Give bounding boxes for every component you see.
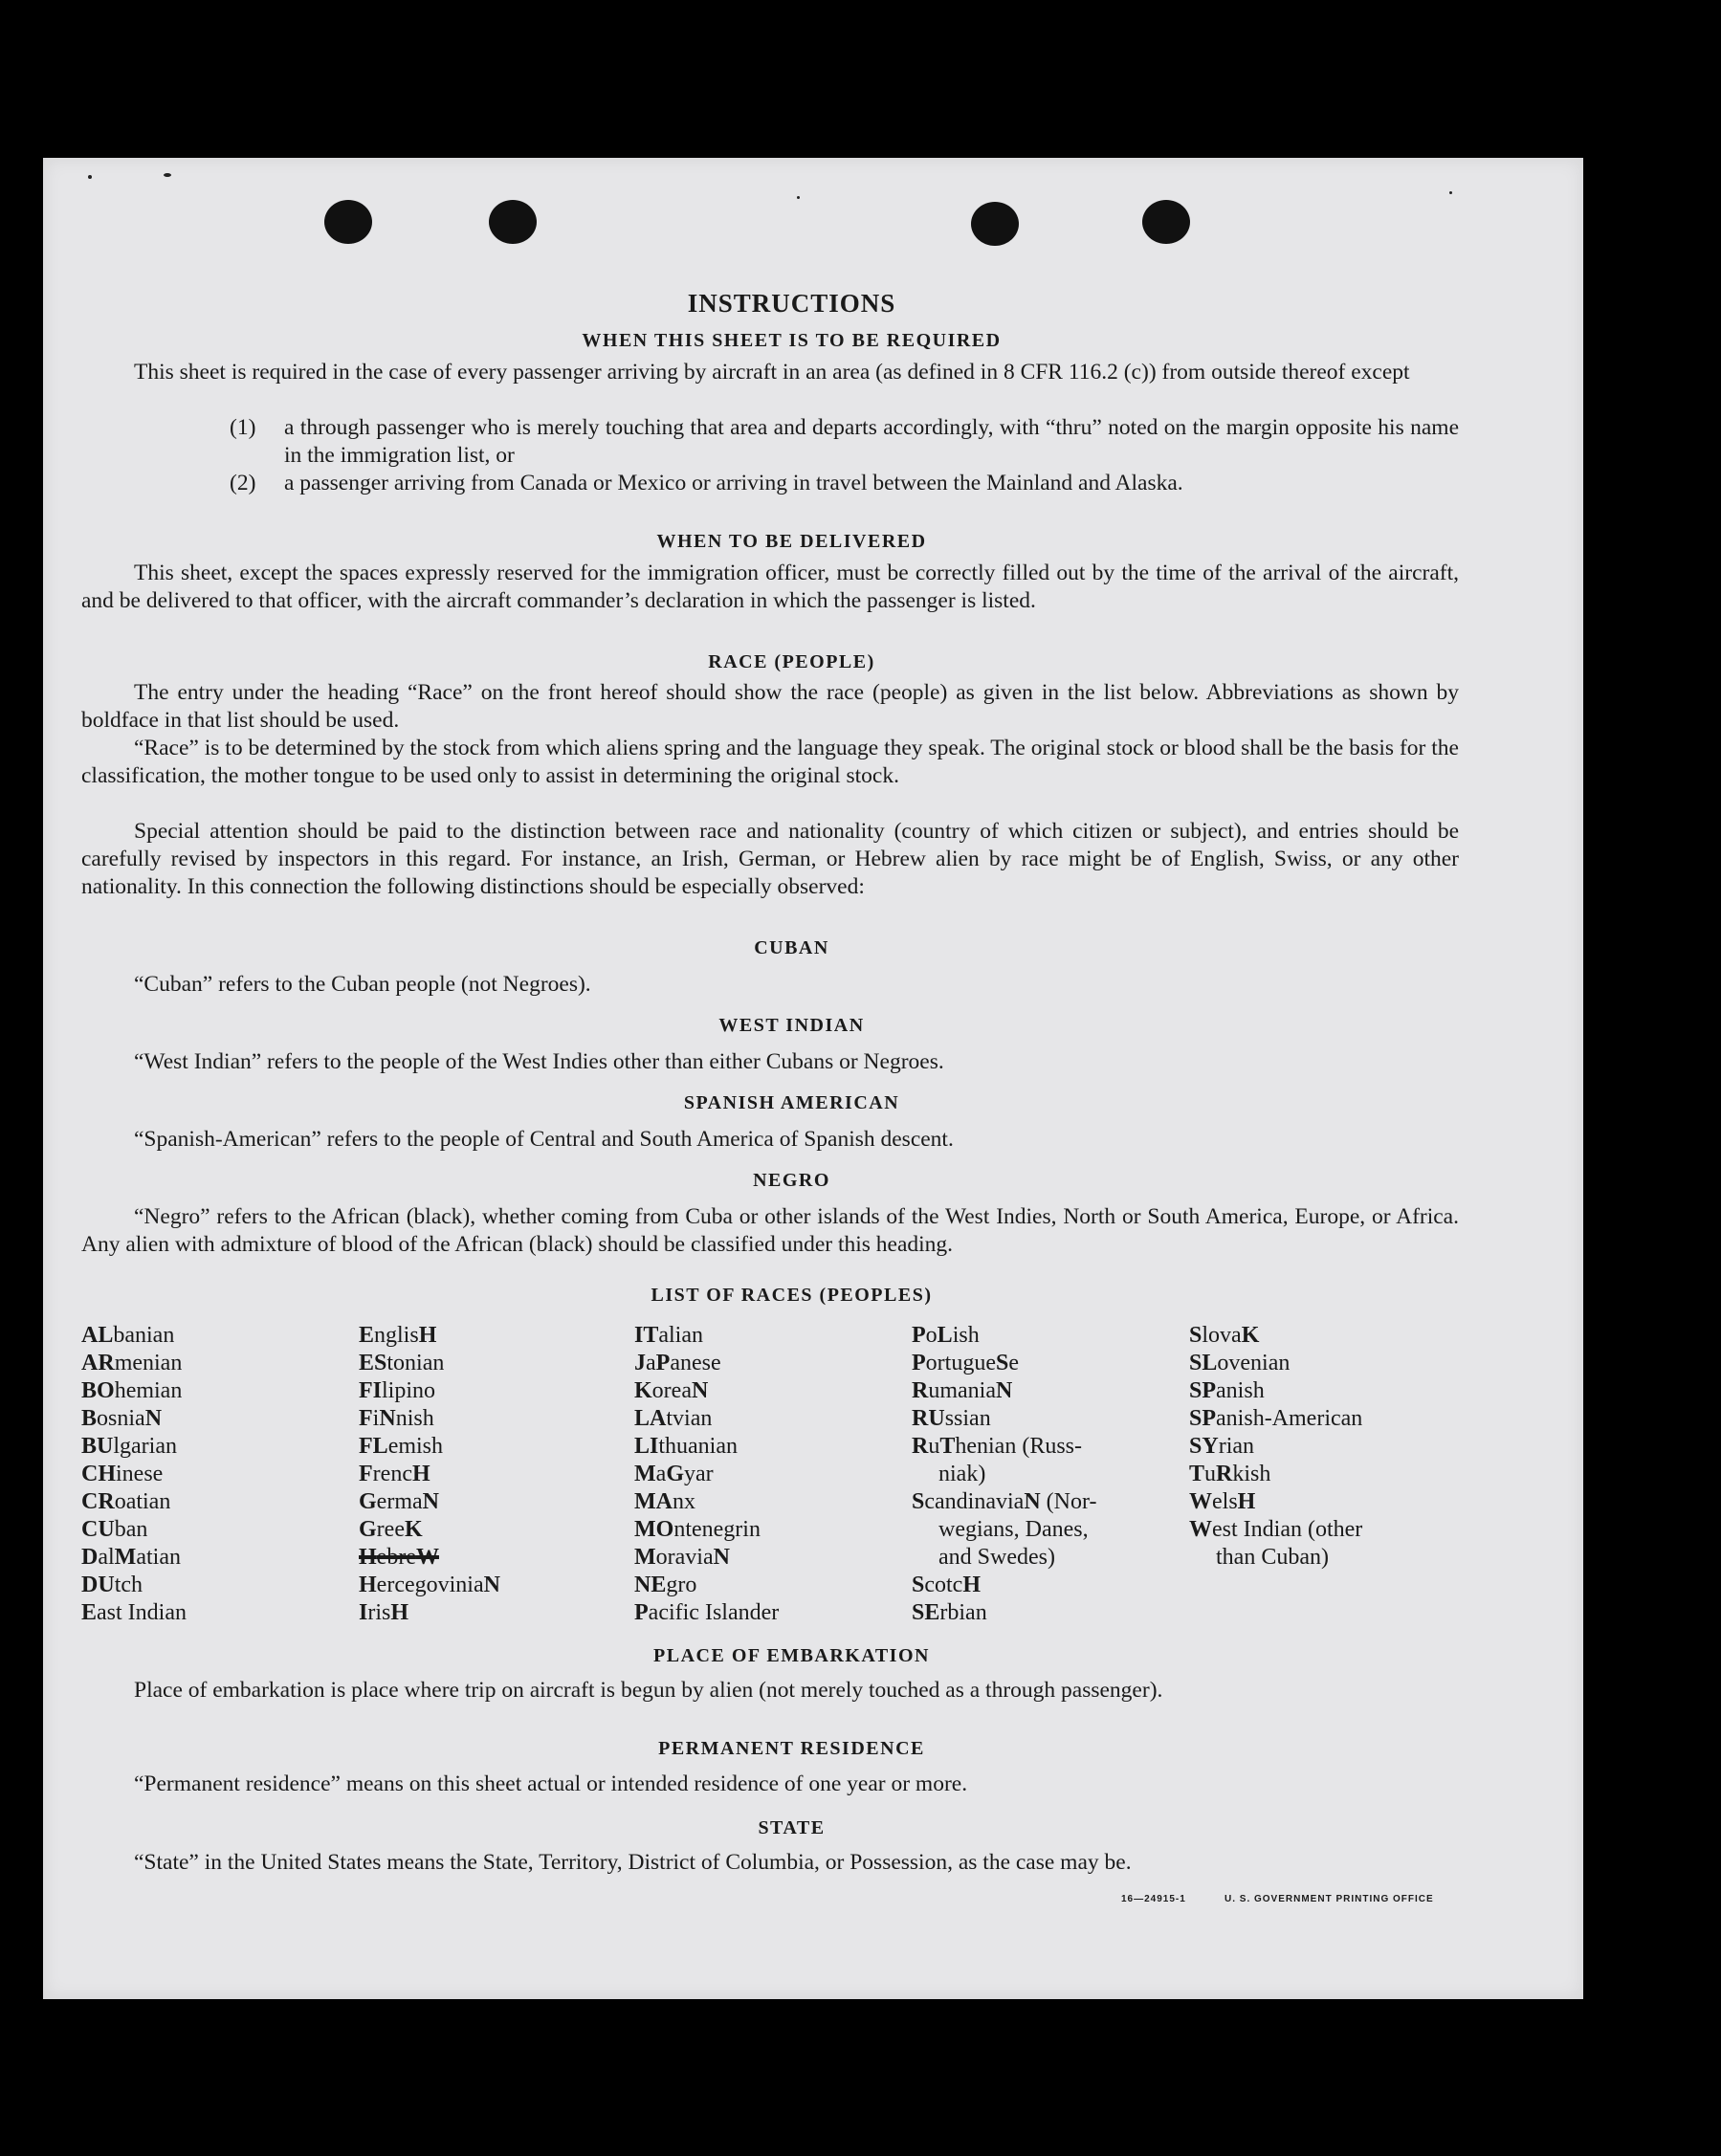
- race-column-4: [912, 1322, 1096, 1627]
- punch-hole: [971, 202, 1019, 246]
- race-paragraph-2: “Race” is to be determined by the stock from which aliens spring and the language they speak. The original stock or blood shall be the basis for the classification, the mother tongue to be used only to assist in determining the original stock.: [81, 736, 1459, 788]
- race-item-struck: HebreW: [359, 1545, 439, 1570]
- section-heading-embarkation: PLACE OF EMBARKATION: [653, 1645, 930, 1666]
- race-column-5: [1189, 1322, 1362, 1572]
- race-item: FLemish: [359, 1434, 444, 1459]
- race-item: BOhemian: [81, 1378, 183, 1403]
- section-heading-west-indian: WEST INDIAN: [718, 1015, 865, 1036]
- race-item: RuThenian (Russ-: [912, 1434, 1083, 1459]
- race-item: TuRkish: [1189, 1462, 1271, 1486]
- section-heading-list-of-races: LIST OF RACES (PEOPLES): [651, 1285, 933, 1306]
- race-item: BosniaN: [81, 1406, 163, 1431]
- permanent-residence-text: “Permanent residence” means on this sheet actual or intended residence of one year or more.: [134, 1771, 968, 1796]
- race-item: MAnx: [634, 1489, 695, 1514]
- race-item: MaGyar: [634, 1462, 714, 1486]
- race-item: SPanish: [1189, 1378, 1265, 1403]
- exception-item-2: (2) a passenger arriving from Canada or Mexico or arriving in travel between the Mainland and Alaska.: [230, 471, 1183, 495]
- race-item: EnglisH: [359, 1323, 437, 1348]
- race-item: FIlipino: [359, 1378, 436, 1403]
- race-item: ALbanian: [81, 1323, 175, 1348]
- race-item: GermaN: [359, 1489, 439, 1514]
- race-item: MoraviaN: [634, 1545, 730, 1570]
- race-column-3: [634, 1322, 779, 1627]
- race-item: SYrian: [1189, 1434, 1255, 1459]
- race-column-1: [81, 1322, 187, 1627]
- race-item: DalMatian: [81, 1545, 181, 1570]
- west-indian-text: “West Indian” refers to the people of the West Indies other than either Cubans or Negroes.: [134, 1049, 944, 1074]
- page-title: INSTRUCTIONS: [687, 289, 896, 318]
- race-column-2: [359, 1322, 500, 1627]
- race-item: RumaniaN: [912, 1378, 1013, 1403]
- race-item: SlovaK: [1189, 1323, 1260, 1348]
- race-item: MOntenegrin: [634, 1517, 761, 1542]
- race-item: West Indian (other: [1189, 1517, 1363, 1542]
- cuban-text: “Cuban” refers to the Cuban people (not Negroes).: [134, 972, 591, 997]
- race-item: SLovenian: [1189, 1351, 1291, 1375]
- punch-hole: [489, 200, 537, 244]
- race-item: CHinese: [81, 1462, 164, 1486]
- race-item-continued: wegians, Danes,: [938, 1517, 1089, 1542]
- race-item: CUban: [81, 1517, 148, 1542]
- race-item: LIthuanian: [634, 1434, 738, 1459]
- section-heading-spanish-american: SPANISH AMERICAN: [683, 1092, 900, 1113]
- race-item: East Indian: [81, 1600, 187, 1625]
- race-item: ITalian: [634, 1323, 703, 1348]
- race-item: CRoatian: [81, 1489, 171, 1514]
- race-item: PoLish: [912, 1323, 980, 1348]
- race-item: ARmenian: [81, 1351, 183, 1375]
- speck: [164, 173, 171, 177]
- race-paragraph-3: Special attention should be paid to the distinction between race and nationality (country of which citizen or subject), and entries should be carefully revised by inspectors in this regard. For instance, an Irish, German, or Hebrew alien by race might be of English, Swiss, or any other nationality. In this connection the following distinctions should be especially observed:: [81, 819, 1459, 899]
- embarkation-text: Place of embarkation is place where trip on aircraft is begun by alien (not merely touched as a through passenger).: [134, 1678, 1163, 1703]
- race-item: LAtvian: [634, 1406, 713, 1431]
- print-code: 16—24915-1: [1121, 1894, 1186, 1904]
- punch-hole: [1142, 200, 1190, 244]
- race-item: PortugueSe: [912, 1351, 1019, 1375]
- race-item: EStonian: [359, 1351, 445, 1375]
- section-heading-negro: NEGRO: [753, 1170, 830, 1191]
- race-item: ScotcH: [912, 1573, 982, 1597]
- race-item: SPanish-American: [1189, 1406, 1363, 1431]
- race-item: HercegoviniaN: [359, 1573, 500, 1597]
- section-heading-when-delivered: WHEN TO BE DELIVERED: [656, 531, 927, 552]
- race-item: Pacific Islander: [634, 1600, 780, 1625]
- race-item: ScandinaviaN (Nor-: [912, 1489, 1097, 1514]
- exception-item-1: (1) a through passenger who is merely touching that area and departs accordingly, with “thru” noted on the margin opposite his name in the immigration list, or: [230, 415, 1459, 468]
- printer-imprint: U. S. GOVERNMENT PRINTING OFFICE: [1225, 1894, 1434, 1904]
- race-item: JaPanese: [634, 1351, 721, 1375]
- race-item: DUtch: [81, 1573, 143, 1597]
- race-item: RUssian: [912, 1406, 991, 1431]
- speck: [88, 175, 92, 179]
- when-required-intro: This sheet is required in the case of every passenger arriving by aircraft in an area (as defined in 8 CFR 116.2 (c)) from outside thereof except: [134, 360, 1410, 385]
- document-sheet: [43, 158, 1583, 1999]
- section-heading-permanent-residence: PERMANENT RESIDENCE: [658, 1738, 925, 1759]
- race-item-continued: than Cuban): [1216, 1545, 1329, 1570]
- state-text: “State” in the United States means the State, Territory, District of Columbia, or Possession, as the case may be.: [134, 1850, 1132, 1875]
- race-item: WelsH: [1189, 1489, 1256, 1514]
- spanish-american-text: “Spanish-American” refers to the people of Central and South America of Spanish descent.: [134, 1127, 954, 1152]
- race-paragraph-1: The entry under the heading “Race” on the front hereof should show the race (people) as given in the list below. Abbreviations as shown by boldface in that list should be used.: [81, 680, 1459, 733]
- race-item-continued: niak): [938, 1462, 986, 1486]
- race-item: GreeK: [359, 1517, 423, 1542]
- race-item: SErbian: [912, 1600, 987, 1625]
- race-item: NEgro: [634, 1573, 697, 1597]
- speck: [1449, 191, 1452, 194]
- race-item: IrisH: [359, 1600, 409, 1625]
- section-heading-state: STATE: [758, 1817, 826, 1838]
- when-delivered-text: This sheet, except the spaces expressly reserved for the immigration officer, must be correctly filled out by the time of the arrival of the aircraft, and be delivered to that officer, with the aircraft commander’s declaration in which the passenger is listed.: [81, 561, 1459, 613]
- section-heading-cuban: CUBAN: [754, 937, 829, 958]
- punch-hole: [324, 200, 372, 244]
- section-heading-when-required: WHEN THIS SHEET IS TO BE REQUIRED: [582, 330, 1002, 351]
- speck: [797, 196, 800, 199]
- race-item: KoreaN: [634, 1378, 709, 1403]
- race-item: FrencH: [359, 1462, 430, 1486]
- race-item: BUlgarian: [81, 1434, 177, 1459]
- race-item-continued: and Swedes): [938, 1545, 1055, 1570]
- negro-text: “Negro” refers to the African (black), whether coming from Cuba or other islands of the West Indies, North or South America, Europe, or Africa. Any alien with admixture of blood of the African (black) should be classified under this heading.: [81, 1204, 1459, 1257]
- race-item: FiNnish: [359, 1406, 434, 1431]
- section-heading-race: RACE (PEOPLE): [708, 651, 875, 672]
- race-list: [81, 1322, 1468, 1638]
